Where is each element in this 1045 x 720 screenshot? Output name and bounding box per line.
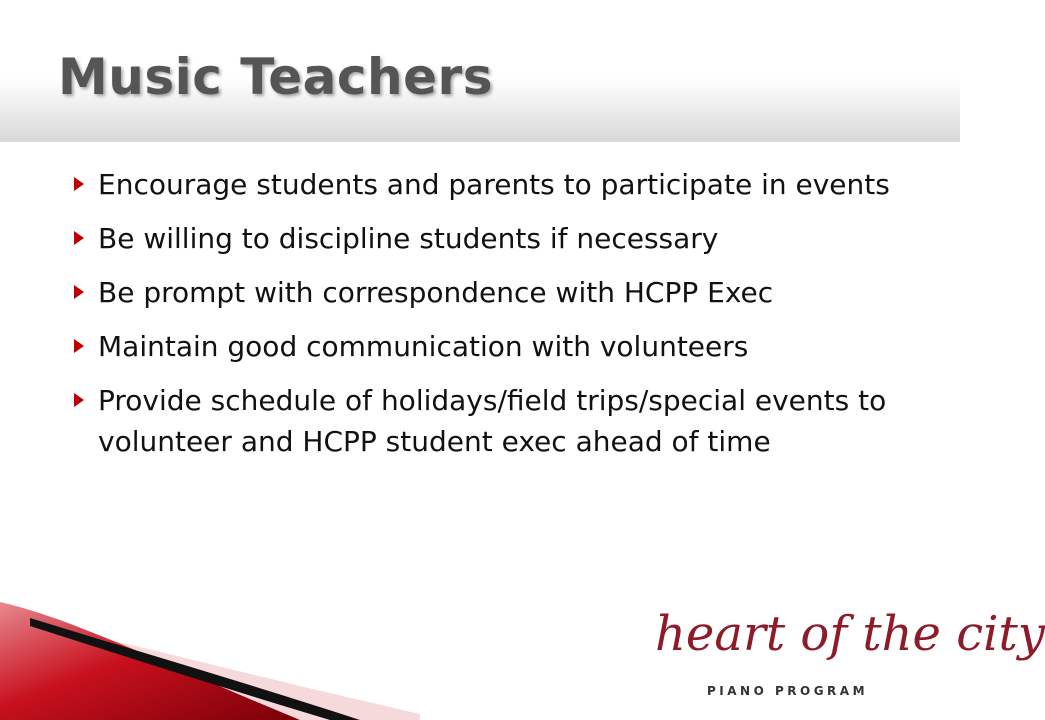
arrow-bullet-icon [74,339,84,353]
bullet-text: Be prompt with correspondence with HCPP Exec [98,276,774,309]
bullet-item [74,272,914,313]
logo-script: heart of the city [655,606,1045,662]
bullet-item [74,380,914,462]
bullet-text: Maintain good communication with volunteers [98,330,749,363]
bullet-item [74,164,914,205]
arrow-bullet-icon [74,393,84,407]
bullet-text: Encourage students and parents to participate in events [98,168,890,201]
arrow-bullet-icon [74,285,84,299]
bullet-item [74,218,914,259]
bullet-text: Be willing to discipline students if necessary [98,222,719,255]
logo-tagline: PIANO PROGRAM [707,684,869,698]
arrow-bullet-icon [74,177,84,191]
heart-of-the-city-logo [655,602,1045,714]
bullet-list [74,164,914,475]
bullet-text: Provide schedule of holidays/field trips/special events to volunteer and HCPP student exec ahead of time [98,384,887,458]
slide-title: Music Teachers [58,48,493,106]
decorative-swoosh [0,596,420,720]
arrow-bullet-icon [74,231,84,245]
bullet-item [74,326,914,367]
